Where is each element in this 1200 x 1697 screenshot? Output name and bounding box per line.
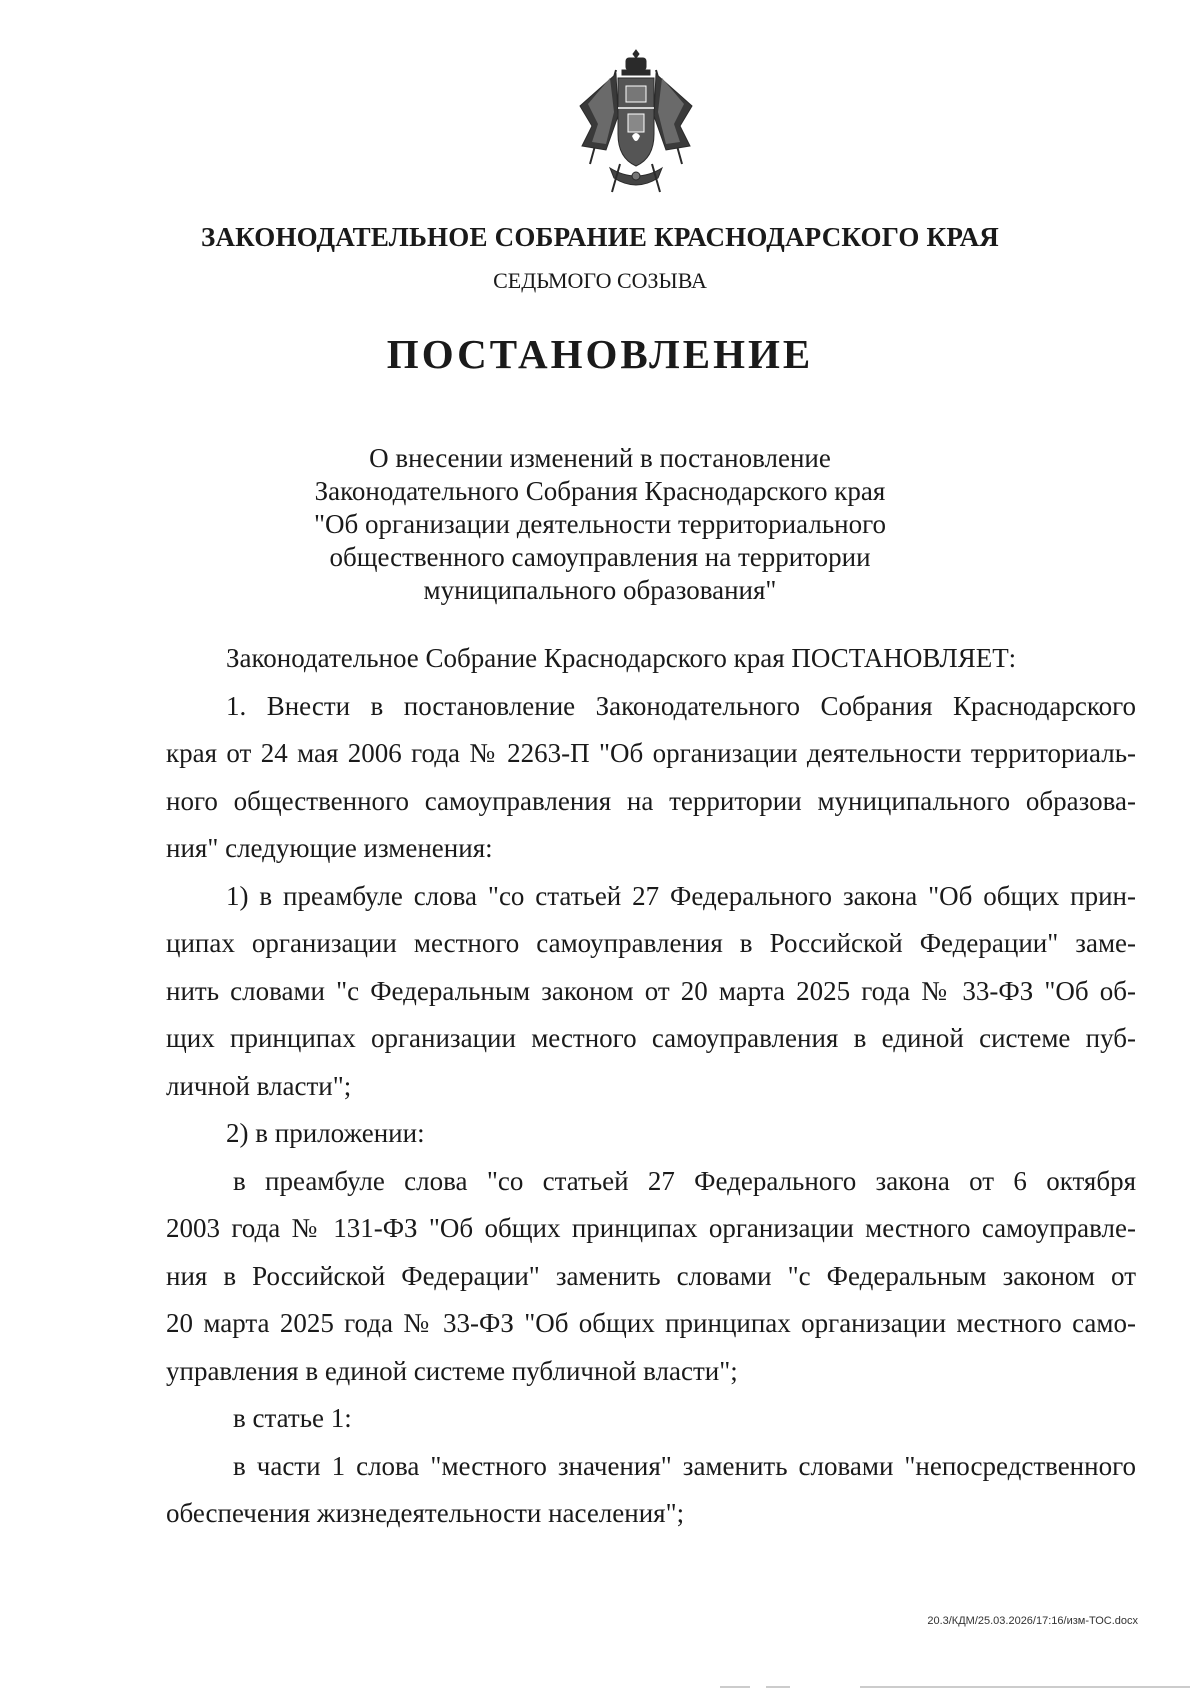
body-line: 1) в преамбуле слова "со статьей 27 Федерального закона "Об общих прин-	[226, 880, 1136, 911]
body-line: в части 1 слова "местного значения" заменить словами "непосредственного	[233, 1450, 1136, 1481]
document-body	[166, 635, 1136, 1538]
body-line: Законодательное Собрание Краснодарского края ПОСТАНОВЛЯЕТ:	[226, 643, 1017, 673]
body-line: 2) в приложении:	[226, 1118, 425, 1148]
body-line: щих принципах организации местного самоуправления в единой системе пуб-	[166, 1023, 1136, 1053]
body-line: 1. Внести в постановление Законодательного Собрания Краснодарского	[226, 690, 1136, 721]
body-line: ния в Российской Федерации" заменить словами "с Федеральным законом от	[166, 1260, 1136, 1291]
subject-line: О внесении изменений в постановление	[369, 443, 831, 473]
body-line: ципах организации местного самоуправления в Российской Федерации" заме-	[166, 928, 1136, 958]
body-line: 20 марта 2025 года № 33-ФЗ "Об общих принципах организации местного само-	[166, 1308, 1136, 1338]
body-line: в преамбуле слова "со статьей 27 Федерального закона от 6 октября	[233, 1165, 1136, 1196]
body-line: личной власти";	[166, 1070, 352, 1101]
subject-line: Законодательного Собрания Краснодарского края	[314, 476, 886, 506]
body-line: нить словами "с Федеральным законом от 20 марта 2025 года № 33-ФЗ "Об об-	[166, 975, 1136, 1006]
convocation: СЕДЬМОГО СОЗЫВА	[493, 268, 707, 293]
subject-line: "Об организации деятельности территориального	[313, 509, 886, 539]
subject-line: общественного самоуправления на территории	[329, 542, 871, 572]
body-line: ного общественного самоуправления на территории муниципального образова-	[166, 785, 1136, 816]
document-type-title: ПОСТАНОВЛЕНИЕ	[386, 331, 814, 377]
subject-line: муниципального образования"	[423, 575, 777, 605]
body-line: в статье 1:	[233, 1403, 352, 1433]
organization-name: ЗАКОНОДАТЕЛЬНОЕ СОБРАНИЕ КРАСНОДАРСКОГО КРАЯ	[201, 222, 999, 252]
coat-of-arms-icon	[576, 46, 696, 196]
body-line: края от 24 мая 2006 года № 2263-П "Об организации деятельности территориаль-	[166, 738, 1136, 768]
file-reference: 20.3/КДМ/25.03.2026/17:16/изм-ТОС.docx	[927, 1615, 1138, 1627]
body-line: 2003 года № 131-ФЗ "Об общих принципах организации местного самоуправле-	[166, 1213, 1136, 1243]
body-line: управления в единой системе публичной власти";	[166, 1355, 738, 1386]
document-subject	[0, 442, 1200, 607]
body-line: ния" следующие изменения:	[166, 833, 493, 863]
scan-artifact	[720, 1684, 1190, 1690]
body-line: обеспечения жизнедеятельности населения";	[166, 1498, 685, 1528]
